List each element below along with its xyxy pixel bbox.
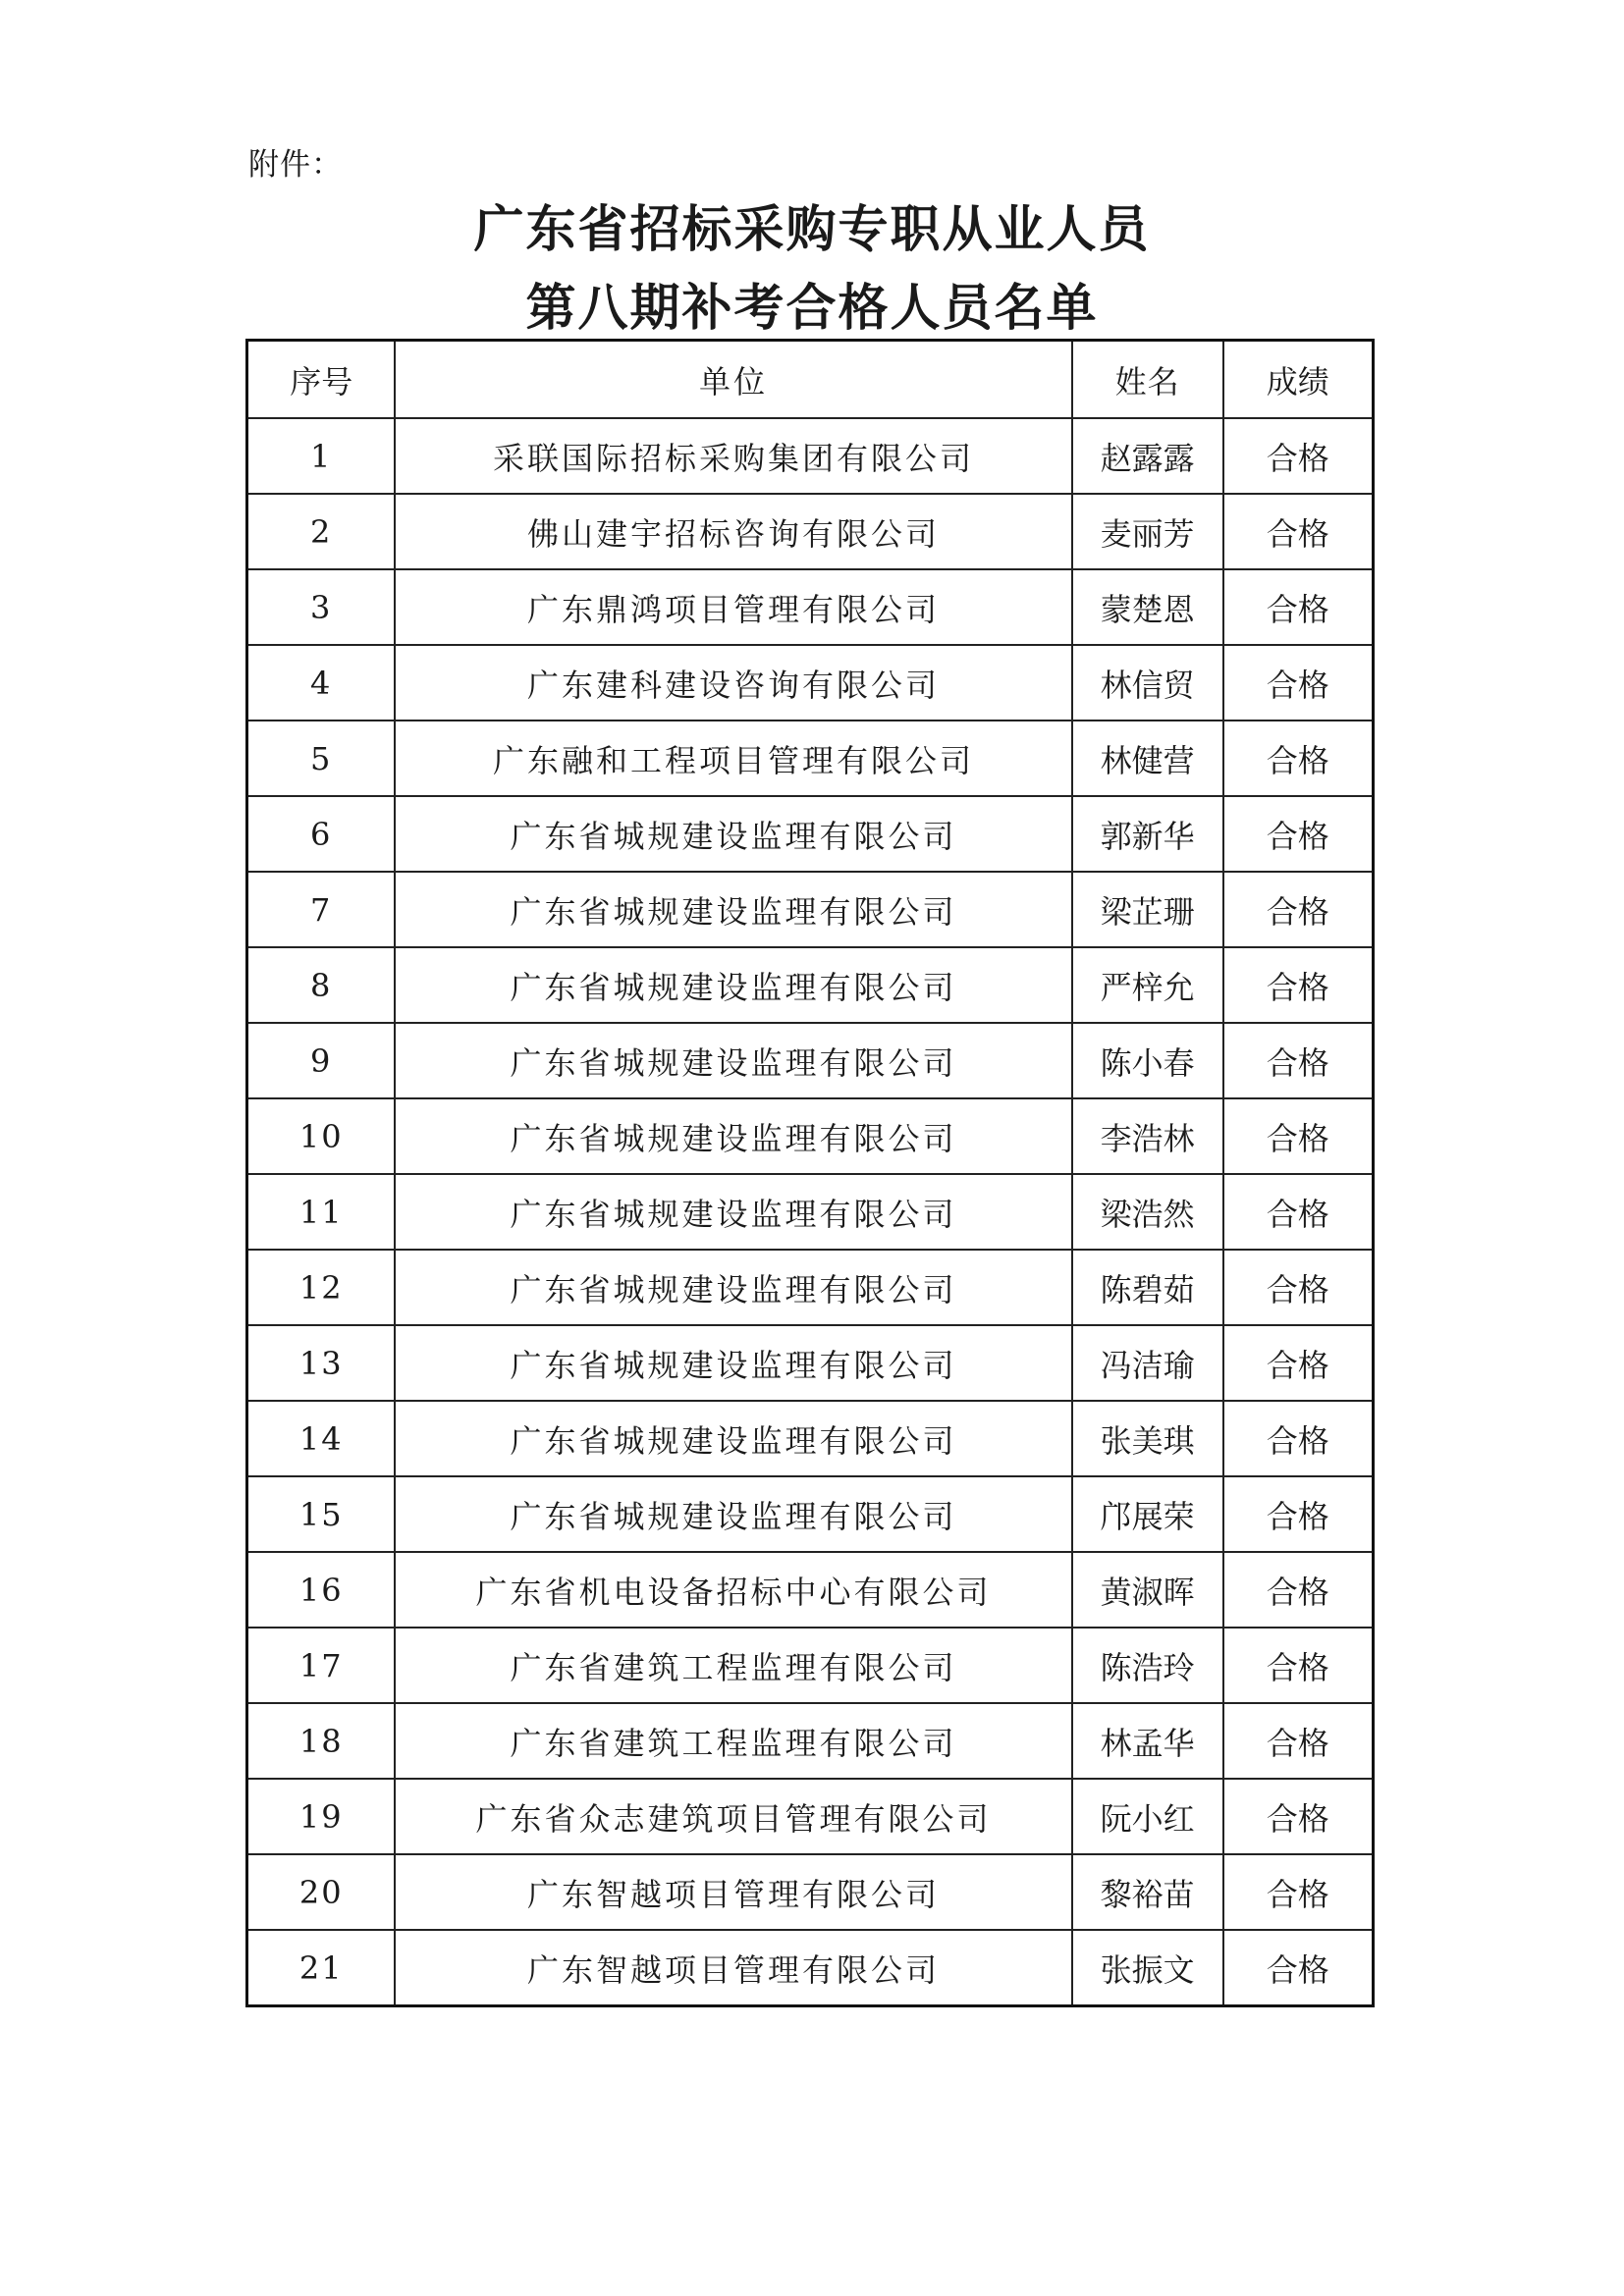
cell-score: 合格 [1223, 645, 1374, 721]
header-name: 姓名 [1072, 341, 1223, 419]
cell-score: 合格 [1223, 1098, 1374, 1174]
table-row [247, 1250, 1374, 1325]
cell-score: 合格 [1223, 1703, 1374, 1779]
cell-unit: 广东建科建设咨询有限公司 [395, 645, 1071, 721]
cell-seq: 15 [247, 1476, 396, 1552]
cell-score: 合格 [1223, 1854, 1374, 1930]
cell-seq: 19 [247, 1779, 396, 1854]
table-row [247, 872, 1374, 947]
table-row [247, 494, 1374, 569]
cell-seq: 3 [247, 569, 396, 645]
cell-score: 合格 [1223, 872, 1374, 947]
cell-name: 邝展荣 [1072, 1476, 1223, 1552]
cell-seq: 6 [247, 796, 396, 872]
cell-seq: 17 [247, 1628, 396, 1703]
cell-unit: 广东省建筑工程监理有限公司 [395, 1703, 1071, 1779]
cell-seq: 7 [247, 872, 396, 947]
cell-name: 林孟华 [1072, 1703, 1223, 1779]
cell-unit: 广东省城规建设监理有限公司 [395, 1250, 1071, 1325]
document-title-line-1: 广东省招标采购专职从业人员 [473, 200, 1151, 259]
cell-score: 合格 [1223, 721, 1374, 796]
table-header-row [247, 341, 1374, 419]
cell-seq: 12 [247, 1250, 396, 1325]
cell-unit: 广东智越项目管理有限公司 [395, 1930, 1071, 2006]
qualified-personnel-table [245, 339, 1375, 2007]
document-title-line-2: 第八期补考合格人员名单 [525, 279, 1099, 338]
table-row [247, 721, 1374, 796]
cell-seq: 2 [247, 494, 396, 569]
table-row [247, 947, 1374, 1023]
cell-name: 梁芷珊 [1072, 872, 1223, 947]
table-row [247, 1779, 1374, 1854]
cell-name: 黎裕苗 [1072, 1854, 1223, 1930]
cell-score: 合格 [1223, 796, 1374, 872]
cell-name: 黄淑晖 [1072, 1552, 1223, 1628]
cell-unit: 广东省城规建设监理有限公司 [395, 796, 1071, 872]
header-unit: 单位 [395, 341, 1071, 419]
cell-score: 合格 [1223, 1476, 1374, 1552]
cell-unit: 广东省城规建设监理有限公司 [395, 947, 1071, 1023]
cell-seq: 18 [247, 1703, 396, 1779]
cell-seq: 14 [247, 1401, 396, 1476]
cell-name: 郭新华 [1072, 796, 1223, 872]
table-row [247, 1854, 1374, 1930]
table-row [247, 796, 1374, 872]
cell-seq: 4 [247, 645, 396, 721]
cell-name: 阮小红 [1072, 1779, 1223, 1854]
table-row [247, 1023, 1374, 1098]
table-row [247, 1098, 1374, 1174]
table-row [247, 1476, 1374, 1552]
cell-unit: 采联国际招标采购集团有限公司 [395, 418, 1071, 494]
table-row [247, 1703, 1374, 1779]
cell-name: 蒙楚恩 [1072, 569, 1223, 645]
cell-score: 合格 [1223, 1023, 1374, 1098]
cell-unit: 广东智越项目管理有限公司 [395, 1854, 1071, 1930]
cell-seq: 8 [247, 947, 396, 1023]
cell-unit: 广东省城规建设监理有限公司 [395, 1098, 1071, 1174]
table-row [247, 1628, 1374, 1703]
table-row [247, 1325, 1374, 1401]
cell-seq: 9 [247, 1023, 396, 1098]
cell-name: 严梓允 [1072, 947, 1223, 1023]
table-row [247, 645, 1374, 721]
cell-score: 合格 [1223, 494, 1374, 569]
cell-score: 合格 [1223, 569, 1374, 645]
table-row [247, 1930, 1374, 2006]
table-row [247, 418, 1374, 494]
cell-score: 合格 [1223, 1552, 1374, 1628]
cell-seq: 20 [247, 1854, 396, 1930]
table-row [247, 1174, 1374, 1250]
cell-name: 张美琪 [1072, 1401, 1223, 1476]
cell-name: 赵露露 [1072, 418, 1223, 494]
header-seq: 序号 [247, 341, 396, 419]
cell-seq: 16 [247, 1552, 396, 1628]
cell-unit: 广东省众志建筑项目管理有限公司 [395, 1779, 1071, 1854]
cell-score: 合格 [1223, 1325, 1374, 1401]
cell-seq: 5 [247, 721, 396, 796]
cell-score: 合格 [1223, 1401, 1374, 1476]
cell-unit: 佛山建宇招标咨询有限公司 [395, 494, 1071, 569]
cell-score: 合格 [1223, 1779, 1374, 1854]
cell-unit: 广东鼎鸿项目管理有限公司 [395, 569, 1071, 645]
header-score: 成绩 [1223, 341, 1374, 419]
cell-score: 合格 [1223, 1628, 1374, 1703]
cell-unit: 广东省城规建设监理有限公司 [395, 1325, 1071, 1401]
cell-name: 张振文 [1072, 1930, 1223, 2006]
cell-seq: 11 [247, 1174, 396, 1250]
cell-unit: 广东省城规建设监理有限公司 [395, 872, 1071, 947]
cell-name: 林信贸 [1072, 645, 1223, 721]
cell-name: 陈小春 [1072, 1023, 1223, 1098]
cell-score: 合格 [1223, 947, 1374, 1023]
table-body [247, 418, 1374, 2006]
cell-seq: 21 [247, 1930, 396, 2006]
attachment-label: 附件： [248, 147, 343, 183]
cell-score: 合格 [1223, 1174, 1374, 1250]
cell-unit: 广东省城规建设监理有限公司 [395, 1023, 1071, 1098]
cell-name: 冯洁瑜 [1072, 1325, 1223, 1401]
cell-unit: 广东省城规建设监理有限公司 [395, 1476, 1071, 1552]
cell-seq: 13 [247, 1325, 396, 1401]
table-row [247, 1401, 1374, 1476]
table-row [247, 1552, 1374, 1628]
cell-name: 麦丽芳 [1072, 494, 1223, 569]
cell-name: 林健营 [1072, 721, 1223, 796]
cell-unit: 广东省城规建设监理有限公司 [395, 1401, 1071, 1476]
cell-unit: 广东省机电设备招标中心有限公司 [395, 1552, 1071, 1628]
cell-score: 合格 [1223, 1930, 1374, 2006]
cell-unit: 广东融和工程项目管理有限公司 [395, 721, 1071, 796]
cell-name: 陈浩玲 [1072, 1628, 1223, 1703]
cell-score: 合格 [1223, 418, 1374, 494]
cell-unit: 广东省建筑工程监理有限公司 [395, 1628, 1071, 1703]
cell-score: 合格 [1223, 1250, 1374, 1325]
cell-name: 李浩林 [1072, 1098, 1223, 1174]
cell-unit: 广东省城规建设监理有限公司 [395, 1174, 1071, 1250]
table-row [247, 569, 1374, 645]
cell-seq: 10 [247, 1098, 396, 1174]
cell-name: 陈碧茹 [1072, 1250, 1223, 1325]
cell-name: 梁浩然 [1072, 1174, 1223, 1250]
cell-seq: 1 [247, 418, 396, 494]
